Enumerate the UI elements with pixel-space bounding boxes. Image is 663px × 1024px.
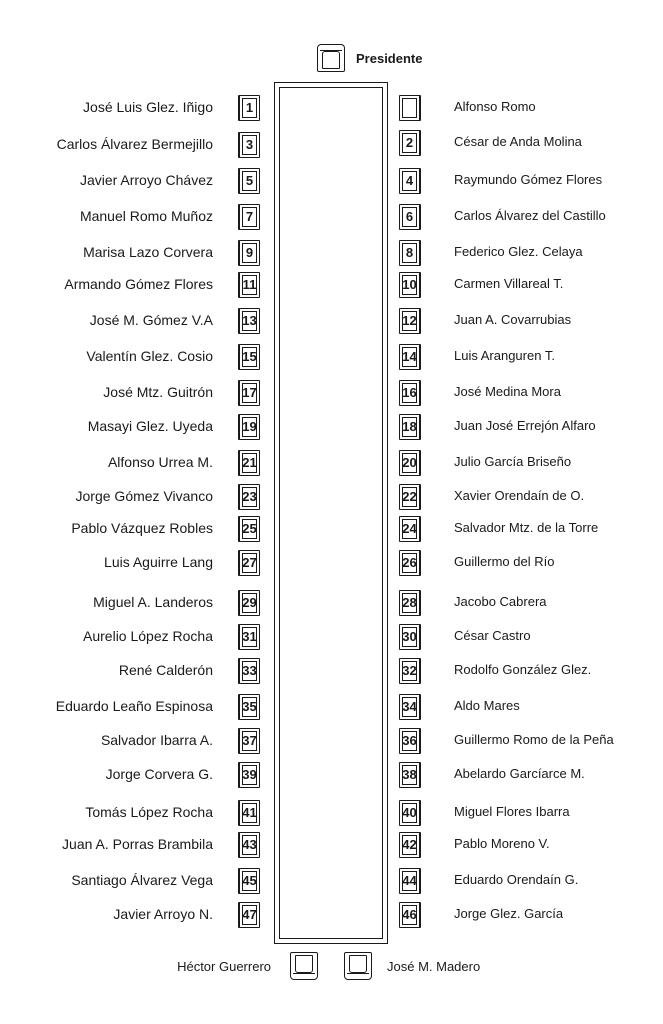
seat-right-5: [399, 240, 421, 266]
seat-number: 21: [242, 455, 257, 470]
seat-left-1: [238, 95, 260, 121]
seat-number: 24: [402, 521, 417, 536]
attendee-name: César de Anda Molina: [454, 134, 582, 149]
attendee-name: Aurelio López Rocha: [83, 628, 213, 644]
attendee-name: Jorge Glez. García: [454, 906, 564, 921]
seat-left-24: [238, 902, 260, 928]
attendee-name: Carlos Álvarez del Castillo: [454, 208, 606, 223]
seat-right-4: [399, 204, 421, 230]
seat-left-7: [238, 308, 260, 334]
seat-number: 16: [402, 385, 417, 400]
seat-right-20: [399, 762, 421, 788]
seat-number: 5: [245, 173, 254, 188]
seat-number: 1: [245, 100, 254, 115]
seat-left-11: [238, 450, 260, 476]
seat-right-16: [399, 624, 421, 650]
seat-number: 12: [402, 313, 417, 328]
attendee-name: Manuel Romo Muñoz: [79, 208, 213, 224]
attendee-name: Luis Aranguren T.: [454, 348, 555, 363]
seat-left-4: [238, 204, 260, 230]
seat-number: 31: [242, 629, 257, 644]
seat-left-5: [238, 240, 260, 266]
attendee-name: Carmen Villareal T.: [454, 276, 564, 291]
attendee-name: José Medina Mora: [454, 384, 561, 399]
attendee-name: Javier Arroyo N.: [113, 906, 213, 922]
attendee-name: Abelardo Garcíarce M.: [454, 766, 585, 781]
seat-left-20: [238, 762, 260, 788]
seat-number: 13: [242, 313, 257, 328]
attendee-name: Miguel Flores Ibarra: [454, 804, 570, 819]
seat-right-21: [399, 800, 421, 826]
seat-number: 44: [402, 873, 417, 888]
seat-number: 4: [405, 173, 414, 188]
seat-right-15: [399, 590, 421, 616]
seat-number: 3: [245, 137, 254, 152]
attendee-name: Xavier Orendaín de O.: [454, 488, 585, 503]
seat-number: 40: [402, 805, 417, 820]
seat-number: 15: [242, 349, 257, 364]
seat-number: 10: [402, 277, 417, 292]
seat-right-8: [399, 344, 421, 370]
attendee-name: Salvador Mtz. de la Torre: [454, 520, 599, 535]
seat-left-12: [238, 484, 260, 510]
seat-number: 36: [402, 733, 417, 748]
seat-right-13: [399, 516, 421, 542]
attendee-name: Armando Gómez Flores: [64, 276, 213, 292]
seat-left-8: [238, 344, 260, 370]
seat-left-3: [238, 168, 260, 194]
seat-right-9: [399, 380, 421, 406]
attendee-name: Guillermo del Río: [454, 554, 555, 569]
seat-number: 17: [242, 385, 257, 400]
foot-left-label: Héctor Guerrero: [177, 959, 271, 974]
seat-left-18: [238, 694, 260, 720]
attendee-name: Jorge Corvera G.: [105, 766, 213, 782]
attendee-name: Guillermo Romo de la Peña: [454, 732, 614, 747]
seat-number: 27: [242, 555, 257, 570]
seat-number: 47: [242, 907, 257, 922]
attendee-name: José Mtz. Guitrón: [103, 384, 213, 400]
seat-left-16: [238, 624, 260, 650]
seat-right-23: [399, 868, 421, 894]
attendee-name: Juan A. Covarrubias: [454, 312, 572, 327]
attendee-name: José M. Gómez V.A: [89, 312, 213, 328]
seat-right-12: [399, 484, 421, 510]
seat-right-11: [399, 450, 421, 476]
seat-number: 33: [242, 663, 257, 678]
foot-right-label: José M. Madero: [387, 959, 481, 974]
seat-number: 14: [402, 349, 417, 364]
seat-number: 30: [402, 629, 417, 644]
seat-number: 9: [245, 245, 254, 260]
seat-left-2: [238, 132, 260, 158]
seat-number: 46: [402, 907, 417, 922]
seat-right-7: [399, 308, 421, 334]
attendee-name: Carlos Álvarez Bermejillo: [56, 136, 213, 152]
seat-right-24: [399, 902, 421, 928]
attendee-name: Federico Glez. Celaya: [454, 244, 583, 259]
seat-right-3: [399, 168, 421, 194]
attendee-name: Eduardo Leaño Espinosa: [55, 698, 213, 714]
attendee-name: Juan José Errejón Alfaro: [454, 418, 596, 433]
seat-right-1: [399, 95, 421, 121]
seat-left-10: [238, 414, 260, 440]
seat-right-18: [399, 694, 421, 720]
attendee-name: Juan A. Porras Brambila: [62, 836, 213, 852]
attendee-name: Luis Aguirre Lang: [104, 554, 213, 570]
seat-number: 41: [242, 805, 257, 820]
seat-right-2: [399, 130, 421, 156]
seat-right-22: [399, 832, 421, 858]
seat-number: 20: [402, 455, 417, 470]
president-chair: [317, 44, 345, 72]
seat-number: 35: [242, 699, 257, 714]
attendee-name: Alfonso Romo: [454, 99, 536, 114]
attendee-name: Salvador Ibarra A.: [100, 732, 213, 748]
seat-number: 6: [405, 209, 414, 224]
attendee-name: José Luis Glez. Iñigo: [83, 99, 213, 115]
seat-left-21: [238, 800, 260, 826]
seat-left-19: [238, 728, 260, 754]
attendee-name: Marisa Lazo Corvera: [83, 244, 213, 260]
seat-left-23: [238, 868, 260, 894]
attendee-name: César Castro: [454, 628, 531, 643]
seat-number: 28: [402, 595, 417, 610]
seat-number: 37: [242, 733, 257, 748]
seat-left-15: [238, 590, 260, 616]
attendee-name: Miguel A. Landeros: [93, 594, 213, 610]
attendee-name: Pablo Moreno V.: [454, 836, 550, 851]
seat-number: 18: [402, 419, 417, 434]
attendee-name: René Calderón: [118, 662, 213, 678]
seat-number: 11: [242, 277, 257, 292]
attendee-name: Alfonso Urrea M.: [107, 454, 213, 470]
attendee-name: Raymundo Gómez Flores: [454, 172, 603, 187]
attendee-name: Masayi Glez. Uyeda: [87, 418, 213, 434]
seat-number: 19: [242, 419, 257, 434]
seat-left-9: [238, 380, 260, 406]
attendee-name: Javier Arroyo Chávez: [79, 172, 213, 188]
attendee-name: Valentín Glez. Cosio: [86, 348, 213, 364]
attendee-name: Julio García Briseño: [454, 454, 572, 469]
seat-number: 34: [402, 699, 417, 714]
attendee-name: Eduardo Orendaín G.: [454, 872, 579, 887]
attendee-name: Pablo Vázquez Robles: [71, 520, 213, 536]
seat-number: 8: [405, 245, 414, 260]
foot-left-chair: [290, 952, 318, 980]
seat-left-14: [238, 550, 260, 576]
seat-number: 7: [245, 209, 254, 224]
seat-number: 26: [402, 555, 417, 570]
attendee-name: Aldo Mares: [454, 698, 520, 713]
seat-left-13: [238, 516, 260, 542]
attendee-name: Jorge Gómez Vivanco: [75, 488, 213, 504]
president-label: Presidente: [356, 51, 423, 66]
seat-number: 42: [402, 837, 417, 852]
seat-right-10: [399, 414, 421, 440]
seat-number: 38: [402, 767, 417, 782]
seat-number: 22: [402, 489, 417, 504]
seat-number: 2: [405, 135, 414, 150]
seat-left-22: [238, 832, 260, 858]
foot-right-chair: [344, 952, 372, 980]
seat-number: 32: [402, 663, 417, 678]
seat-number: 29: [242, 595, 257, 610]
seat-number: 39: [242, 767, 257, 782]
seat-right-14: [399, 550, 421, 576]
attendee-name: Santiago Álvarez Vega: [71, 872, 213, 888]
seat-left-17: [238, 658, 260, 684]
seat-right-6: [399, 272, 421, 298]
conference-table-inner: [279, 87, 383, 939]
attendee-name: Tomás López Rocha: [85, 804, 213, 820]
seat-number: 45: [242, 873, 257, 888]
seat-number: 25: [242, 521, 257, 536]
attendee-name: Rodolfo González Glez.: [454, 662, 592, 677]
attendee-name: Jacobo Cabrera: [454, 594, 547, 609]
seat-right-17: [399, 658, 421, 684]
seat-right-19: [399, 728, 421, 754]
seat-number: 43: [242, 837, 257, 852]
seat-left-6: [238, 272, 260, 298]
seat-number: 23: [242, 489, 257, 504]
